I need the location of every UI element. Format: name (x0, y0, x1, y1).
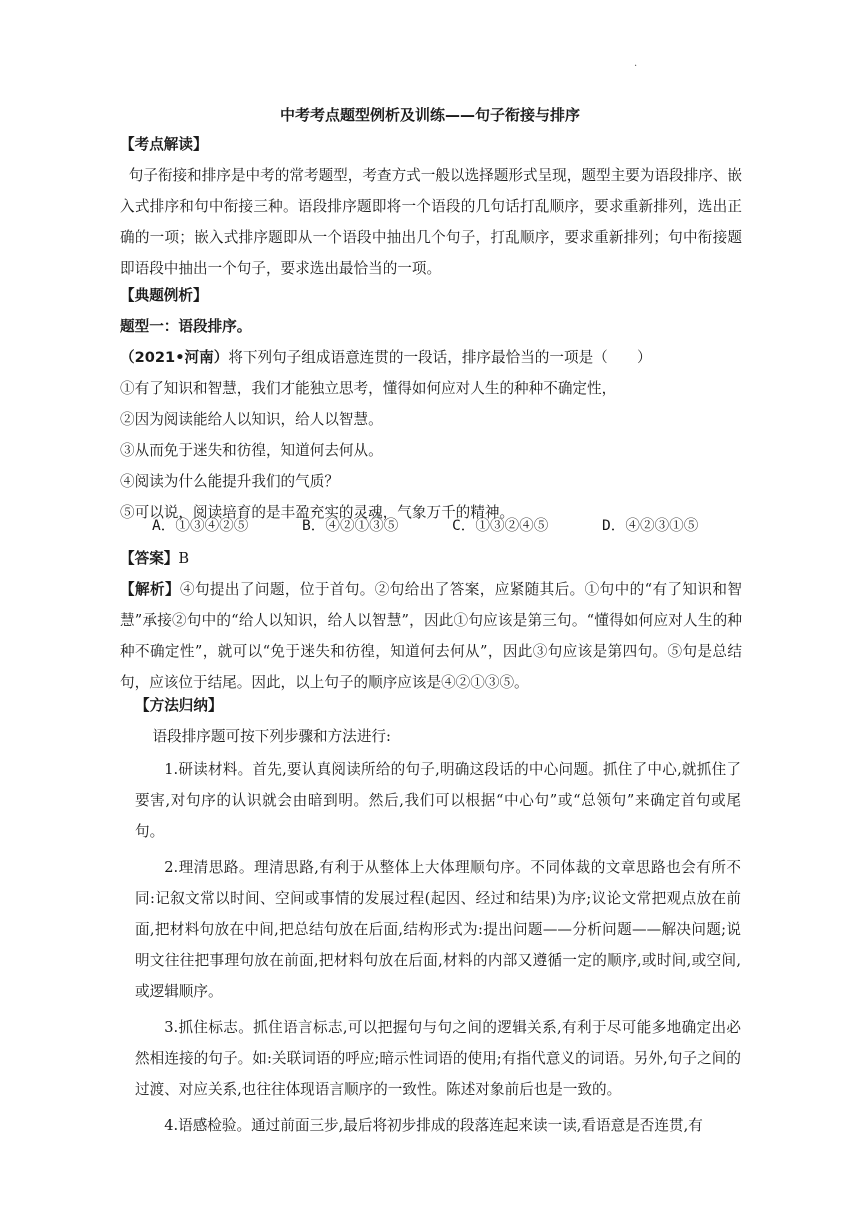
sentence-item: ④阅读为什么能提升我们的气质？ (120, 473, 339, 490)
method-item: 1.研读材料。首先,要认真阅读所给的句子,明确这段话的中心问题。抓住了中心,就抓住了要害,对句序的认识就会由暗到明。然后,我们可以根据“中心句”或“总领句”来确定首句或尾句。 (135, 761, 741, 840)
section-examples (120, 280, 742, 528)
option-b: B．④②①③⑤ (302, 517, 399, 534)
corner-mark: . (634, 58, 638, 69)
question-source: （2021•河南） (120, 349, 229, 366)
type-heading: 题型一：语段排序。 (120, 318, 252, 335)
options-row (152, 514, 752, 535)
method-item: 2.理清思路。理清思路,有利于从整体上大体理顺句序。不同体裁的文章思路也会有所不同:记叙文常以时间、空间或事情的发展过程(起因、经过和结果)为序;议论文常把观点放在前面,把材料句放在中间,把总结句放在后面,结构形式为:提出问题——分析问题——解决问题;说明文往往把事理句放在前面,把材料句放在后面,材料的内部又遵循一定的顺序,或时间,或空间,或逻辑顺序。 (135, 859, 741, 1000)
section-method (135, 690, 741, 1141)
sentence-item: ③从而免于迷失和彷徨，知道何去何从。 (120, 442, 383, 459)
question-line (120, 342, 742, 373)
option-d: D．④②③①⑤ (602, 517, 699, 534)
analysis-label: 【解析】 (120, 581, 180, 598)
page-title: 中考考点题型例析及训练——句子衔接与排序 (279, 106, 580, 124)
answer-label: 【答案】 (120, 550, 179, 567)
sentence-item: ②因为阅读能给人以知识，给人以智慧。 (120, 411, 383, 428)
analysis-paragraph (120, 574, 742, 698)
method-item: 4.语感检验。通过前面三步,最后将初步排成的段落连起来读一读,看语意是否连贯,有 (164, 1117, 703, 1134)
option-a: A．①③④②⑤ (152, 517, 249, 534)
answer-block (120, 543, 742, 698)
method-item: 3.抓住标志。抓住语言标志,可以把握句与句之间的逻辑关系,有利于尽可能多地确定出必然相连接的句子。如:关联词语的呼应;暗示性词语的使用;有指代意义的词语。另外,句子之间的过渡、对应关系,也往往体现语言顺序的一致性。陈述对象前后也是一致的。 (135, 1019, 741, 1098)
section-heading: 【典题例析】 (120, 287, 208, 304)
analysis-text: ④句提出了问题，位于首句。②句给出了答案，应紧随其后。①句中的“有了知识和智慧”承接②句中的“给人以知识，给人以智慧”，因此①句应该是第三句。“懂得如何应对人生的种种不确定性”，就可以“免于迷失和彷徨，知道何去何从”，因此③句应该是第四句。⑤句是总结句，应该位于结尾。因此，以上句子的顺序应该是④②①③⑤。 (120, 581, 742, 691)
section-heading: 【考点解读】 (120, 136, 208, 153)
answer-value: B (178, 550, 190, 567)
section-key-points (120, 129, 742, 284)
option-c: C．①③②④⑤ (452, 517, 549, 534)
section-heading: 【方法归纳】 (135, 697, 223, 714)
method-intro: 语段排序题可按下列步骤和方法进行: (152, 728, 391, 745)
sentence-item: ⑤可以说，阅读培育的是丰盈充实的灵魂，气象万千的精神。 (120, 504, 515, 521)
sentence-item: ①有了知识和智慧，我们才能独立思考，懂得如何应对人生的种种不确定性， (120, 380, 617, 397)
key-points-text: 句子衔接和排序是中考的常考题型，考查方式一般以选择题形式呈现，题型主要为语段排序、嵌入式排序和句中衔接三种。语段排序题即将一个语段的几句话打乱顺序，要求重新排列，选出正确的一项；嵌入式排序题即从一个语段中抽出几个句子，打乱顺序，要求重新排列；句中衔接题即语段中抽出一个句子，要求选出最恰当的一项。 (120, 167, 742, 277)
answer-line (120, 543, 742, 574)
question-text: 将下列句子组成语意连贯的一段话，排序最恰当的一项是（ ） (228, 349, 652, 366)
